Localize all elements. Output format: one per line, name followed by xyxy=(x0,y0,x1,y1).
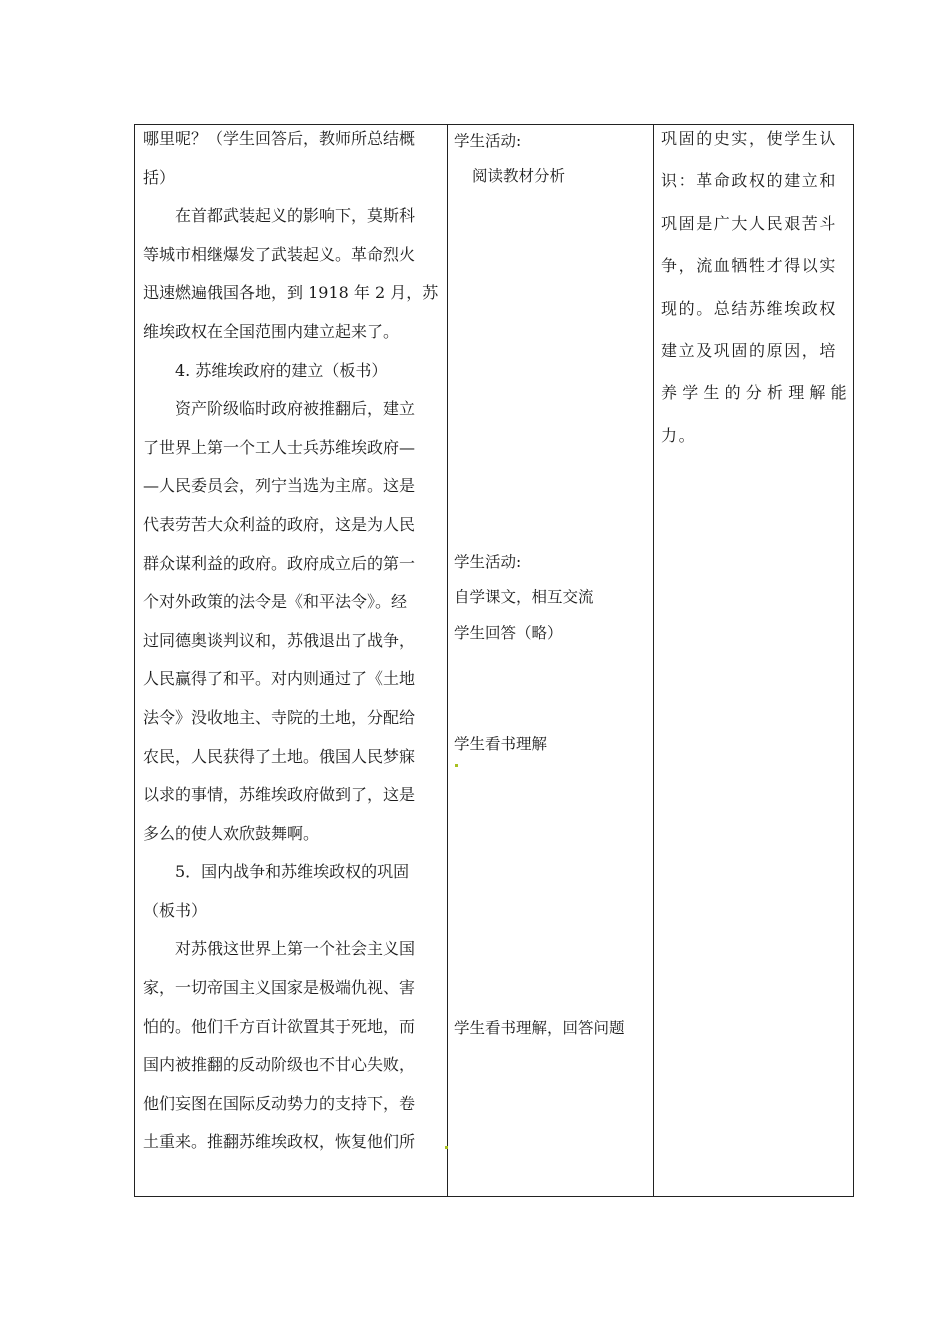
student-activity-text: 自学课文，相互交流 xyxy=(454,588,594,606)
text-line: 迅速燃遍俄国各地，到 1918 年 2 月，苏 xyxy=(143,283,439,303)
text-line: 家，一切帝国主义国家是极端仇视、害 xyxy=(143,978,416,998)
text-line: 巩固是广大人民艰苦斗 xyxy=(661,213,838,233)
text-line: 法令》没收地主、寺院的土地，分配给 xyxy=(143,707,416,727)
text-line: 力。 xyxy=(661,425,697,445)
text-line: 哪里呢？（学生回答后，教师所总结概 xyxy=(143,129,416,148)
stray-mark xyxy=(445,1146,448,1149)
text-line: 群众谋利益的政府。政府成立后的第一 xyxy=(143,553,416,573)
text-line: 等城市相继爆发了武装起义。革命烈火 xyxy=(143,244,416,264)
text-line: 维埃政权在全国范围内建立起来了。 xyxy=(143,321,400,341)
text-line: 代表劳苦大众利益的政府，这是为人民 xyxy=(143,514,416,534)
student-activity-text: 学生回答（略） xyxy=(454,624,563,642)
student-activity-label: 学生活动: xyxy=(454,132,522,150)
text-line: 以求的事情，苏维埃政府做到了，这是 xyxy=(143,785,416,805)
text-line: —人民委员会，列宁当选为主席。这是 xyxy=(143,476,416,496)
text-line: 个对外政策的法令是《和平法令》。经 xyxy=(143,592,408,612)
student-activity-text: 学生看书理解，回答问题 xyxy=(454,1019,625,1037)
text-line: 括） xyxy=(143,167,176,187)
column-divider xyxy=(447,125,448,1196)
student-activity-text: 阅读教材分析 xyxy=(472,167,566,185)
text-line: 过同德奥谈判议和，苏俄退出了战争， xyxy=(143,630,416,650)
text-line: 现的。总结苏维埃政权 xyxy=(661,298,838,318)
text-line: 了世界上第一个工人士兵苏维埃政府— xyxy=(143,437,416,457)
teacher-activity-column xyxy=(135,125,447,1171)
section-heading: 4. 苏维埃政府的建立（板书） xyxy=(143,360,388,380)
text-line: 识：革命政权的建立和 xyxy=(661,171,838,191)
text-line: 资产阶级临时政府被推翻后，建立 xyxy=(143,399,416,419)
text-line: 巩固的史实，使学生认 xyxy=(661,129,838,148)
stray-mark xyxy=(455,764,458,767)
text-line: 怕的。他们千方百计欲置其于死地，而 xyxy=(143,1016,416,1036)
section-heading: （板书） xyxy=(143,900,208,920)
design-intent-column xyxy=(653,125,853,468)
text-line: 他们妄图在国际反动势力的支持下，卷 xyxy=(143,1093,416,1113)
text-line: 争，流血牺牲才得以实 xyxy=(661,256,838,276)
text-line: 养学生的分析理解能 xyxy=(661,383,852,403)
lesson-plan-table xyxy=(134,124,854,1197)
text-line: 在首都武装起义的影响下，莫斯科 xyxy=(143,206,416,226)
section-heading: 5．国内战争和苏维埃政权的巩固 xyxy=(143,862,410,882)
student-activity-label: 学生活动: xyxy=(454,553,522,571)
text-line: 对苏俄这世界上第一个社会主义国 xyxy=(143,939,416,959)
text-line: 农民，人民获得了土地。俄国人民梦寐 xyxy=(143,746,416,766)
student-activity-text: 学生看书理解 xyxy=(454,735,548,753)
text-line: 国内被推翻的反动阶级也不甘心失败， xyxy=(143,1055,416,1075)
text-line: 人民赢得了和平。对内则通过了《土地 xyxy=(143,669,416,689)
text-line: 建立及巩固的原因，培 xyxy=(661,340,838,360)
text-line: 土重来。推翻苏维埃政权，恢复他们所 xyxy=(143,1132,416,1152)
text-line: 多么的使人欢欣鼓舞啊。 xyxy=(143,823,320,843)
